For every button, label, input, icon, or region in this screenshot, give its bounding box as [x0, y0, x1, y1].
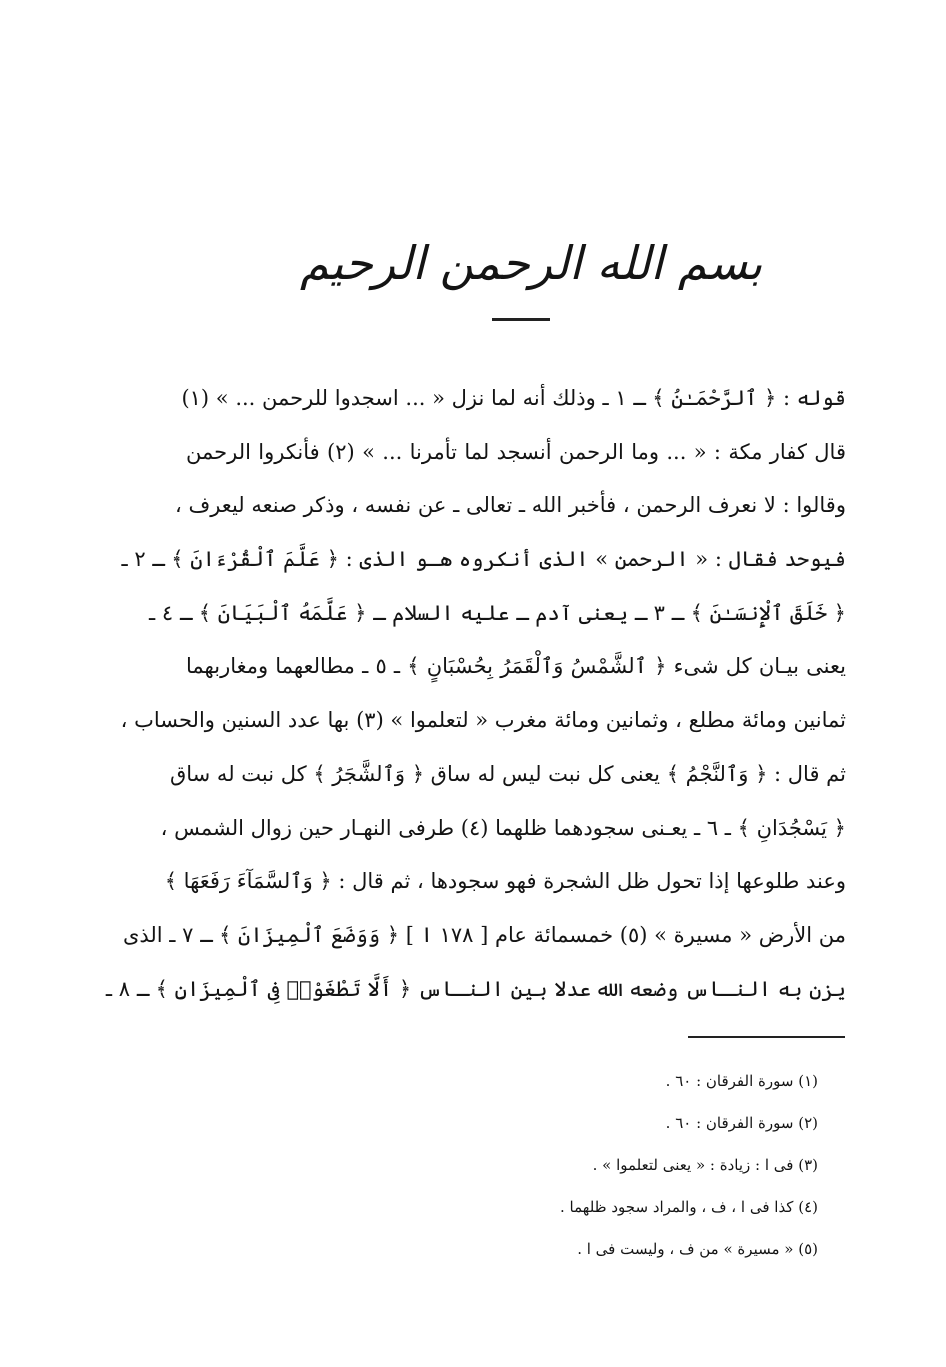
text-line: ﴿ خَلَقَ ٱلْإِنسَـٰنَ ﴾ ـ ٣ ـ يعنى آدم ـ عليه السلام ـ ﴿ عَلَّمَهُ ٱلْبَيَانَ ﴾ ـ ٤ ـ	[149, 600, 846, 625]
footnote-item: (٤) كذا فى ا ، ف ، والمراد سجود ظلهما .	[560, 1198, 818, 1216]
basmala-heading: بسم الله الرحمن الرحيم	[300, 236, 763, 290]
text-line: يزن به النـاس وضعه الله عدلا بين النـاس ﴿ أَلَّا تَطْغَوْا۟ فِى ٱلْمِيزَانِ ﴾ ـ ٨ ـ	[105, 976, 846, 1001]
footnote-item: (٣) فى ا : زيادة : « يعنى لتعلموا » .	[592, 1156, 818, 1174]
text-line: فيوحد فقال : « الرحمن » الذى أنكروه هـو الذى : ﴿ عَلَّمَ ٱلْقُرْءَانَ ﴾ ـ ٢ ـ	[121, 547, 846, 572]
text-line: وقالوا : لا نعرف الرحمن ، فأخبر الله ـ تعالى ـ عن نفسه ، وذكر صنعه ليعرف ،	[175, 493, 846, 518]
text-line: قوله : ﴿ ٱلرَّحْمَـٰنُ ﴾ ـ ١ ـ وذلك أنه لما نزل « ... اسجدوا للرحمن ... » (١)	[181, 386, 846, 410]
footnote-item: (٢) سورة الفرقان : ٦٠ .	[665, 1114, 818, 1132]
footnote-item: (١) سورة الفرقان : ٦٠ .	[665, 1072, 818, 1090]
main-text-block	[105, 376, 846, 1020]
footnote-divider	[688, 1036, 845, 1038]
text-line: ﴿ يَسْجُدَانِ ﴾ ـ ٦ ـ يعـنى سجودهما ظلهما (٤) طرفى النهـار حين زوال الشمس ،	[160, 815, 846, 840]
text-line: ثم قال : ﴿ وَٱلنَّجْمُ ﴾ يعنى كل نبت ليس له ساق ﴿ وَٱلشَّجَرُ ﴾ كل نبت له ساق	[169, 761, 846, 786]
text-line: ثمانين ومائة مطلع ، وثمانين ومائة مغرب « لتعلموا » (٣) بها عدد السنين والحساب ،	[120, 708, 846, 733]
heading-divider	[492, 318, 550, 321]
footnote-item: (٥) « مسيرة » من ف ، وليست فى ا .	[577, 1240, 818, 1258]
text-line: يعنى بيـان كل شىء ﴿ ٱلشَّمْسُ وَٱلْقَمَرُ بِحُسْبَانٍ ﴾ ـ ٥ ـ مطالعهما ومغاربهما	[186, 654, 846, 679]
text-line: قال كفار مكة : « ... وما الرحمن أنسجد لما تأمرنا ... » (٢) فأنكروا الرحمن	[186, 439, 846, 464]
text-line: وعند طلوعها إذا تحول ظل الشجرة فهو سجودها ، ثم قال : ﴿ وَٱلسَّمَآءَ رَفَعَهَا ﴾	[164, 869, 846, 894]
footnotes-block	[440, 1062, 818, 1272]
text-line: من الأرض « مسيرة » (٥) خمسمائة عام [ ١٧٨ ا ] ﴿ وَوَضَعَ ٱلْمِيزَانَ ﴾ ـ ٧ ـ الذى	[122, 922, 846, 947]
